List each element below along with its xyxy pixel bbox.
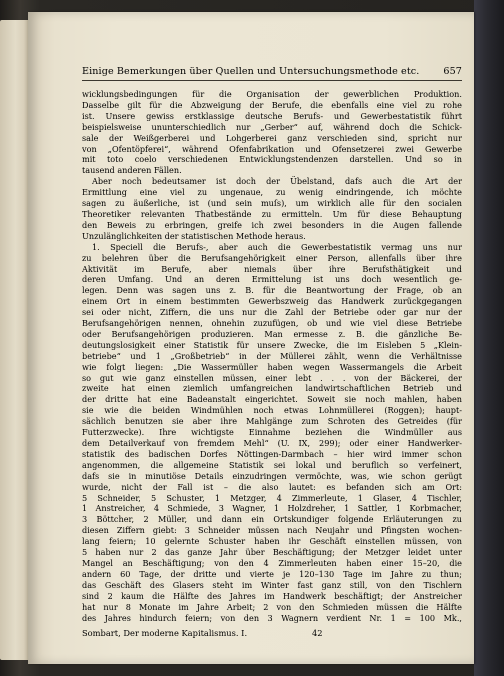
text-line: dem Detailverkauf von fremdem Mehl“ (U. IX, 299); oder einer Handwerker- — [82, 438, 462, 448]
text-line: Aber noch bedeutsamer ist doch der Übelstand, dafs auch die Art der — [92, 176, 462, 187]
text-line: ist. Unsere gewiss erstklassige deutsche Berufs- und Gewerbestatistik führt — [82, 110, 462, 121]
text-line: wicklungsbedingungen für die Organisation der gewerblichen Produktion. — [82, 89, 462, 99]
text-line: beispielsweise ununterschiedlich nur „Gerber“ auf, während doch die Schick- — [82, 121, 462, 132]
page-footer — [82, 628, 462, 638]
text-line: dafs sie in minutiöse Details einzudringen vermöchte, was, wie schon gerügt — [82, 470, 462, 481]
text-line: legen. Denn was sagen uns z. B. für die Beantwortung der Frage, ob an — [82, 285, 462, 296]
text-line: oder Berufsangehörigen produzieren. Man ermesse z. B. die gänzliche Be- — [82, 328, 462, 339]
text-line: angenommen, die allgemeine Statistik sei lokal und beruflich so verfeinert, — [82, 459, 462, 470]
text-line: von „Ofentöpferei“, während Ofenfabrikation und Ofensetzerei zwei Gewerbe — [82, 143, 462, 154]
text-line: statistik des badischen Dorfes Nöttingen-Darmbach – hier wird immer schon — [82, 448, 462, 459]
signature-mark: 42 — [312, 628, 323, 638]
running-title: Einige Bemerkungen über Quellen und Untersuchungsmethode etc. — [82, 66, 420, 77]
text-line: hat nur 8 Monate im Jahre Arbeit; 2 von den Schmieden müssen die Hälfte — [82, 601, 462, 612]
text-line: sei oder nicht, Ziffern, die uns nur die Zahl der Betriebe oder gar nur der — [82, 307, 462, 318]
text-line: Berufsangehörigen nennen, ohnehin zuzufügen, ob und wie viel diese Betriebe — [82, 318, 462, 329]
text-line: lang feiern; 10 gelernte Schuster haben ihr Geschäft einstellen müssen, von — [82, 536, 462, 547]
text-line: diesen Ziffern giebt: 3 Schneider müssen nach Neujahr und Pfingsten wochen- — [82, 525, 462, 536]
text-line: des Jahres hindurch feiern; von den 3 Wagnern verdient Nr. 1 = 100 Mk., — [82, 612, 462, 623]
text-line: sagen zu äußerliche, ist (und sein muſs), um wirklich alle für den socialen — [82, 198, 462, 209]
text-line: deutungslosigkeit einer Statistik für unsere Zwecke, die im Eisleben 5 „Klein- — [82, 339, 462, 350]
text-line: zweite hat einen ziemlich umfangreichen landwirtschaftlichen Betrieb und — [82, 383, 462, 394]
footer-author-title: Sombart, Der moderne Kapitalismus. I. — [82, 628, 248, 638]
text-line: 5 Schneider, 5 Schuster, 1 Metzger, 4 Zimmerleute, 1 Glaser, 4 Tischler, — [82, 492, 462, 503]
text-line: sale der Weißgerberei und Lohgerberei ganz verschieden sind, spricht nur — [82, 132, 462, 143]
text-line: 1 Anstreicher, 4 Schmiede, 3 Wagner, 1 Holzdreher, 1 Sattler, 1 Korbmacher, — [82, 503, 462, 514]
text-line: Mangel an Beschäftigung; von den 4 Zimmerleuten haben einer 15–20, die — [82, 557, 462, 568]
text-line: so gut wie ganz einstellen müssen, einer lebt . . . von der Bäckerei, der — [82, 372, 462, 383]
text-line: tausend anderen Fällen. — [82, 165, 182, 176]
text-line: andern 60 Tage, der dritte und vierte je 120–130 Tage im Jahre zu thun; — [82, 568, 462, 579]
text-line: das Geschäft des Glasers steht im Winter fast ganz still, von den Tischlern — [82, 579, 462, 590]
text-line: betriebe“ und 1 „Großbetrieb“ in der Müllerei zählt, wenn die Verhältnisse — [82, 350, 462, 361]
text-line: Dasselbe gilt für die Abzweigung der Berufe, die ebenfalls eine viel zu rohe — [82, 99, 462, 110]
text-line: deren Umfang. Und an deren Ermittelung ist uns doch wesentlich ge- — [82, 274, 462, 285]
text-line: Ermittlung eine viel zu ungenaue, zu wenig eindringende, ich möchte — [82, 187, 462, 198]
text-line: Theoretiker relevanten Thatbestände zu ermitteln. Um für diese Behauptung — [82, 208, 462, 219]
text-line: den Beweis zu erbringen, greife ich zwei besonders in die Augen fallende — [82, 219, 462, 230]
text-line: der dritte hat eine Badeanstalt eingerichtet. Soweit sie noch mahlen, haben — [82, 394, 462, 405]
header-rule — [82, 80, 462, 81]
text-line: 1. Speciell die Berufs-, aber auch die Gewerbestatistik vermag uns nur — [92, 241, 462, 252]
running-header — [82, 66, 462, 77]
text-line: einem Ort in einem bestimmten Gewerbszweig das Handwerk zurückgegangen — [82, 296, 462, 307]
text-line: mit toto coelo verschiedenen Entwicklungstendenzen darstellen. Und so in — [82, 154, 462, 165]
page-number: 657 — [443, 66, 462, 77]
text-line: sie wie die beiden Windmühlen noch etwas Lohnmüllerei (Roggen); haupt- — [82, 405, 462, 416]
text-line: Unzulänglichkeiten der statistischen Methode heraus. — [82, 230, 306, 241]
text-line: Aktivität im Berufe, aber niemals über ihre Berufsthätigkeit und — [82, 263, 462, 274]
text-line: Futterzwecke). Ihre wichtigste Einnahme beziehen die Windmüller aus — [82, 427, 462, 438]
text-line: 5 haben nur 2 das ganze Jahr über Beschäftigung; der Metzger leidet unter — [82, 547, 462, 558]
text-line: sind 2 kaum die Hälfte des Jahres im Handwerk beschäftigt; der Anstreicher — [82, 590, 462, 601]
text-line: sächlich benutzen sie aber ihre Mahlgänge zum Schroten des Getreides (für — [82, 416, 462, 427]
text-line: wie folgt liegen: „Die Wassermüller haben wegen Wassermangels die Arbeit — [82, 361, 462, 372]
text-line: zu belehren über die Berufsangehörigkeit einer Person, allenfalls über ihre — [82, 252, 462, 263]
body-text — [82, 89, 462, 623]
text-line: wurde, nicht der Fall ist – die also lautet: es befanden sich am Ort: — [82, 481, 462, 492]
previous-page-edge — [0, 20, 28, 660]
book-cover-edge — [474, 0, 504, 676]
text-line: 3 Böttcher, 2 Müller, und dann ein Ortskundiger folgende Erläuterungen zu — [82, 514, 462, 525]
